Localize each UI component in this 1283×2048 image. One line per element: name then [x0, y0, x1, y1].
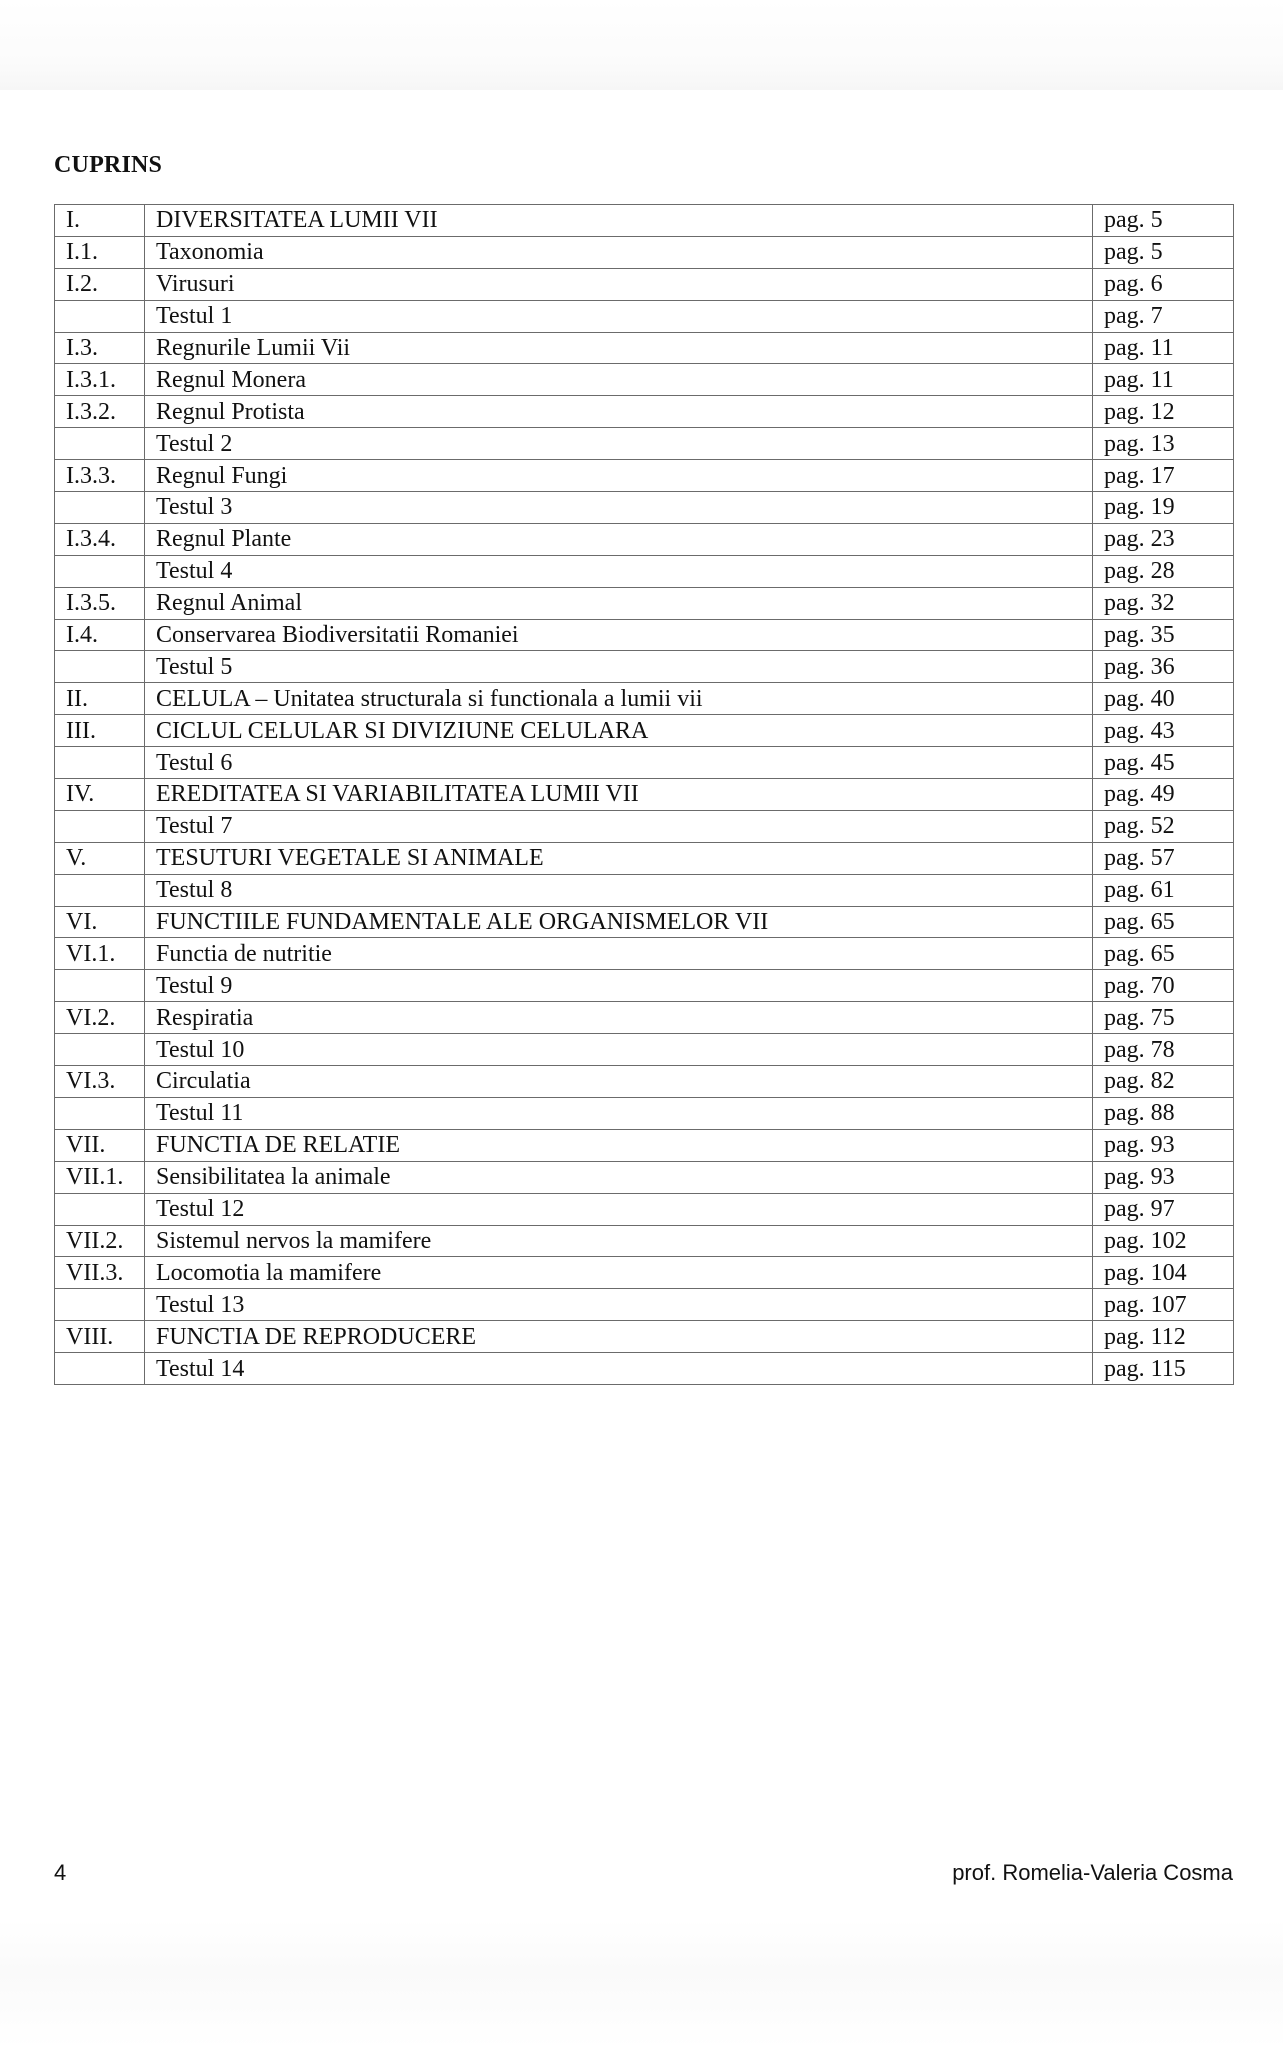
table-row	[55, 1002, 1234, 1034]
section-number: VII.1.	[55, 1161, 145, 1193]
table-row	[55, 300, 1234, 332]
section-number: VII.3.	[55, 1257, 145, 1289]
table-row	[55, 683, 1234, 715]
page-reference: pag. 35	[1093, 619, 1234, 651]
page-reference: pag. 93	[1093, 1161, 1234, 1193]
section-title: Regnul Animal	[145, 587, 1093, 619]
section-number: VI.3.	[55, 1066, 145, 1098]
section-number: I.3.5.	[55, 587, 145, 619]
page-reference: pag. 78	[1093, 1034, 1234, 1066]
section-title: CELULA – Unitatea structurala si functionala a lumii vii	[145, 683, 1093, 715]
table-row	[55, 428, 1234, 460]
table-row	[55, 906, 1234, 938]
page-reference: pag. 65	[1093, 938, 1234, 970]
section-number	[55, 555, 145, 587]
page-reference: pag. 102	[1093, 1225, 1234, 1257]
table-row	[55, 364, 1234, 396]
section-title: DIVERSITATEA LUMII VII	[145, 205, 1093, 237]
table-row	[55, 810, 1234, 842]
section-number: I.3.	[55, 332, 145, 364]
table-row	[55, 587, 1234, 619]
page-reference: pag. 13	[1093, 428, 1234, 460]
section-title: Testul 2	[145, 428, 1093, 460]
section-number: IV.	[55, 779, 145, 811]
page-reference: pag. 5	[1093, 236, 1234, 268]
section-number	[55, 1034, 145, 1066]
section-number: II.	[55, 683, 145, 715]
section-title: Testul 1	[145, 300, 1093, 332]
page-reference: pag. 49	[1093, 779, 1234, 811]
section-title: Virusuri	[145, 268, 1093, 300]
table-row	[55, 1193, 1234, 1225]
section-number	[55, 1353, 145, 1385]
page-reference: pag. 36	[1093, 651, 1234, 683]
table-row	[55, 1353, 1234, 1385]
section-title: EREDITATEA SI VARIABILITATEA LUMII VII	[145, 779, 1093, 811]
table-row	[55, 396, 1234, 428]
table-row	[55, 874, 1234, 906]
page-reference: pag. 43	[1093, 715, 1234, 747]
section-title: CICLUL CELULAR SI DIVIZIUNE CELULARA	[145, 715, 1093, 747]
section-title: FUNCTIA DE REPRODUCERE	[145, 1321, 1093, 1353]
section-title: FUNCTIA DE RELATIE	[145, 1129, 1093, 1161]
toc-body	[55, 205, 1234, 1385]
table-row	[55, 523, 1234, 555]
top-margin-band	[0, 0, 1283, 90]
page-reference: pag. 88	[1093, 1097, 1234, 1129]
page-reference: pag. 6	[1093, 268, 1234, 300]
table-row	[55, 205, 1234, 237]
page-reference: pag. 5	[1093, 205, 1234, 237]
page-reference: pag. 12	[1093, 396, 1234, 428]
page-reference: pag. 75	[1093, 1002, 1234, 1034]
table-row	[55, 842, 1234, 874]
section-number: I.3.4.	[55, 523, 145, 555]
footer-page-number: 4	[54, 1860, 67, 1885]
page-reference: pag. 11	[1093, 364, 1234, 396]
section-title: Testul 6	[145, 747, 1093, 779]
table-row	[55, 651, 1234, 683]
section-title: Regnul Monera	[145, 364, 1093, 396]
section-number: I.4.	[55, 619, 145, 651]
section-title: Functia de nutritie	[145, 938, 1093, 970]
section-title: Testul 5	[145, 651, 1093, 683]
section-title: Testul 9	[145, 970, 1093, 1002]
table-row	[55, 236, 1234, 268]
table-row	[55, 1321, 1234, 1353]
section-number	[55, 874, 145, 906]
page-reference: pag. 97	[1093, 1193, 1234, 1225]
page-reference: pag. 23	[1093, 523, 1234, 555]
section-title: Regnul Protista	[145, 396, 1093, 428]
table-row	[55, 970, 1234, 1002]
section-number: VII.	[55, 1129, 145, 1161]
page-reference: pag. 93	[1093, 1129, 1234, 1161]
page-reference: pag. 7	[1093, 300, 1234, 332]
page-reference: pag. 19	[1093, 492, 1234, 524]
section-title: FUNCTIILE FUNDAMENTALE ALE ORGANISMELOR VII	[145, 906, 1093, 938]
section-number	[55, 651, 145, 683]
page-reference: pag. 17	[1093, 460, 1234, 492]
footer-author: prof. Romelia-Valeria Cosma	[952, 1860, 1233, 1885]
page-title: CUPRINS	[54, 152, 163, 178]
section-title: Sensibilitatea la animale	[145, 1161, 1093, 1193]
page-reference: pag. 32	[1093, 587, 1234, 619]
section-title: Conservarea Biodiversitatii Romaniei	[145, 619, 1093, 651]
section-title: Circulatia	[145, 1066, 1093, 1098]
section-title: Respiratia	[145, 1002, 1093, 1034]
table-row	[55, 1289, 1234, 1321]
section-number	[55, 970, 145, 1002]
table-row	[55, 1034, 1234, 1066]
table-row	[55, 492, 1234, 524]
section-number	[55, 747, 145, 779]
section-number	[55, 1097, 145, 1129]
section-title: Testul 7	[145, 810, 1093, 842]
section-number	[55, 492, 145, 524]
table-row	[55, 1161, 1234, 1193]
section-number: I.3.2.	[55, 396, 145, 428]
page-reference: pag. 61	[1093, 874, 1234, 906]
table-row	[55, 619, 1234, 651]
section-number: III.	[55, 715, 145, 747]
table-row	[55, 1066, 1234, 1098]
section-title: Testul 3	[145, 492, 1093, 524]
page-reference: pag. 107	[1093, 1289, 1234, 1321]
table-row	[55, 1097, 1234, 1129]
table-row	[55, 715, 1234, 747]
section-title: TESUTURI VEGETALE SI ANIMALE	[145, 842, 1093, 874]
section-title: Testul 14	[145, 1353, 1093, 1385]
table-row	[55, 1225, 1234, 1257]
section-number: VI.1.	[55, 938, 145, 970]
page-reference: pag. 57	[1093, 842, 1234, 874]
section-title: Testul 8	[145, 874, 1093, 906]
section-number: VI.	[55, 906, 145, 938]
table-row	[55, 747, 1234, 779]
section-title: Regnurile Lumii Vii	[145, 332, 1093, 364]
table-row	[55, 268, 1234, 300]
section-number: VII.2.	[55, 1225, 145, 1257]
section-number	[55, 810, 145, 842]
section-title: Regnul Fungi	[145, 460, 1093, 492]
section-number	[55, 428, 145, 460]
section-number: I.3.3.	[55, 460, 145, 492]
table-row	[55, 779, 1234, 811]
page-reference: pag. 115	[1093, 1353, 1234, 1385]
section-title: Sistemul nervos la mamifere	[145, 1225, 1093, 1257]
table-row	[55, 555, 1234, 587]
table-row	[55, 460, 1234, 492]
table-row	[55, 1257, 1234, 1289]
page-reference: pag. 45	[1093, 747, 1234, 779]
page-reference: pag. 82	[1093, 1066, 1234, 1098]
section-number: VIII.	[55, 1321, 145, 1353]
section-number: V.	[55, 842, 145, 874]
page-reference: pag. 40	[1093, 683, 1234, 715]
section-title: Testul 13	[145, 1289, 1093, 1321]
section-number: I.	[55, 205, 145, 237]
page-reference: pag. 104	[1093, 1257, 1234, 1289]
section-number: I.2.	[55, 268, 145, 300]
table-row	[55, 1129, 1234, 1161]
section-title: Testul 12	[145, 1193, 1093, 1225]
section-title: Testul 11	[145, 1097, 1093, 1129]
page-reference: pag. 11	[1093, 332, 1234, 364]
section-number: I.3.1.	[55, 364, 145, 396]
page-reference: pag. 65	[1093, 906, 1234, 938]
section-number: I.1.	[55, 236, 145, 268]
page-reference: pag. 112	[1093, 1321, 1234, 1353]
page-reference: pag. 52	[1093, 810, 1234, 842]
section-title: Taxonomia	[145, 236, 1093, 268]
section-number	[55, 1193, 145, 1225]
table-row	[55, 938, 1234, 970]
bottom-margin-band	[0, 1920, 1283, 2048]
section-number: VI.2.	[55, 1002, 145, 1034]
section-title: Testul 10	[145, 1034, 1093, 1066]
table-of-contents	[54, 204, 1234, 1385]
section-title: Testul 4	[145, 555, 1093, 587]
section-number	[55, 300, 145, 332]
section-number	[55, 1289, 145, 1321]
section-title: Locomotia la mamifere	[145, 1257, 1093, 1289]
page-reference: pag. 28	[1093, 555, 1234, 587]
table-row	[55, 332, 1234, 364]
page-reference: pag. 70	[1093, 970, 1234, 1002]
section-title: Regnul Plante	[145, 523, 1093, 555]
